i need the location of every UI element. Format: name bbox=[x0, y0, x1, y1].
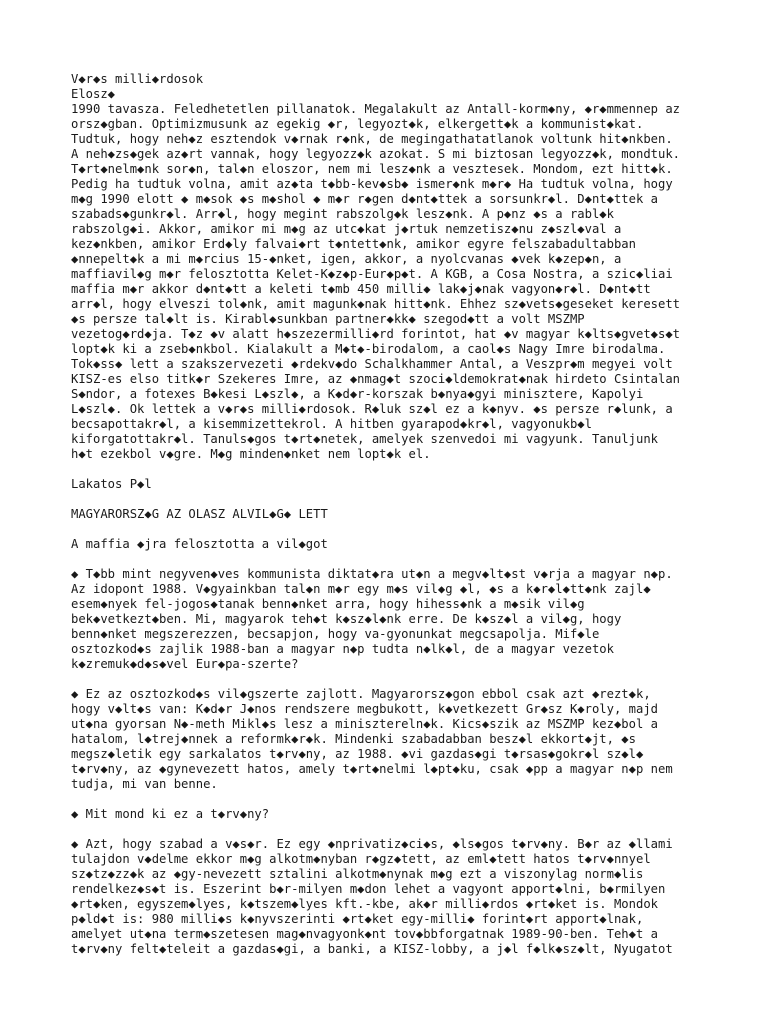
text-line: Tok◆ss◆ lett a szakszervezeti ◆rdekv◆do Schalkhammer Antal, a Veszpr◆m megyei volt bbox=[71, 357, 673, 371]
text-line: ut◆na gyorsan N◆-meth Mikl◆s lesz a minisztereln◆k. Kics◆szik az MSZMP kez◆bol a bbox=[71, 717, 658, 731]
intro-paragraph bbox=[71, 102, 711, 462]
chapter-subtitle: A maffia ◆jra felosztotta a vil◆got bbox=[71, 537, 328, 551]
text-line: benn◆nket megszerezzen, becsapjon, hogy va-gyonunkat megcsapolja. Mif◆le bbox=[71, 627, 600, 641]
text-line: vezetog◆rd◆ja. T◆z ◆v alatt h◆szezermilli◆rd forintot, hat ◆v magyar k◆lts◆gvet◆s◆t bbox=[71, 327, 681, 341]
section-heading-intro: Elosz◆ bbox=[71, 87, 116, 101]
document-title: V◆r◆s milli◆rdosok bbox=[71, 72, 204, 86]
text-line: ◆s persze tal◆lt is. Kirabl◆sunkban partner◆kk◆ szegod◆tt a volt MSZMP bbox=[71, 312, 585, 326]
text-line: Pedig ha tudtuk volna, amit az◆ta t◆bb-kev◆sb◆ ismer◆nk m◆r◆ Ha tudtuk volna, hogy bbox=[71, 177, 673, 191]
text-line: p◆ld◆t is: 980 milli◆s k◆nyvszerinti ◆rt◆ket egy-milli◆ forint◆rt apport◆lnak, bbox=[71, 912, 644, 926]
text-line: hatalom, l◆trej◆nnek a reformk◆r◆k. Mindenki szabadabban besz◆l ekkort◆jt, ◆s bbox=[71, 732, 636, 746]
text-line: hogy v◆lt◆s van: K◆d◆r J◆nos rendszere megbukott, k◆vetkezett Gr◆sz K◆roly, majd bbox=[71, 702, 658, 716]
text-line: t◆rv◆ny felt◆teleit a gazdas◆gi, a banki, a KISZ-lobby, a j◆l f◆lk◆sz◆lt, Nyugatot bbox=[71, 942, 673, 956]
text-line: esem◆nyek fel-jogos◆tanak benn◆nket arra, hogy hihess◆nk a m◆sik vil◆g bbox=[71, 597, 585, 611]
text-line: ◆ Ez az osztozkod◆s vil◆gszerte zajlott. Magyarorsz◆gon ebbol csak azt ◆rezt◆k, bbox=[71, 687, 651, 701]
text-line: A neh◆zs◆gek az◆rt vannak, hogy legyozz◆k azokat. S mi biztosan legyozz◆k, mondtuk. bbox=[71, 147, 681, 161]
text-line: ◆rt◆ken, egyszem◆lyes, k◆tszem◆lyes kft.-kbe, ak◆r milli◆rdos ◆rt◆ket is. Mondok bbox=[71, 897, 658, 911]
text-line: maffia m◆r akkor d◆nt◆tt a keleti t◆mb 450 milli◆ lak◆j◆nak vagyon◆r◆l. D◆nt◆tt bbox=[71, 282, 651, 296]
text-line: Az idopont 1988. V◆gyainkban tal◆n m◆r egy m◆s vil◆g ◆l, ◆s a k◆r◆l◆tt◆nk zajl◆ bbox=[71, 582, 651, 596]
text-line: KISZ-es elso titk◆r Szekeres Imre, az ◆nmag◆t szoci◆ldemokrat◆nak hirdeto Csintalan bbox=[71, 372, 681, 386]
text-line: k◆zremuk◆d◆s◆vel Eur◆pa-szerte? bbox=[71, 657, 299, 671]
text-line: L◆szl◆. Ok lettek a v◆r◆s milli◆rdosok. R◆luk sz◆l ez a k◆nyv. ◆s persze r◆lunk, a bbox=[71, 402, 673, 416]
interview-question: ◆ Mit mond ki ez a t◆rv◆ny? bbox=[71, 807, 270, 821]
text-line: lopt◆k ki a zseb◆nkbol. Kialakult a M◆t◆-birodalom, a caol◆s Nagy Imre birodalma. bbox=[71, 342, 666, 356]
text-line: Tudtuk, hogy neh◆z esztendok v◆rnak r◆nk, de megingathatatlanok voltunk hit◆nkben. bbox=[71, 132, 673, 146]
text-line: t◆rv◆ny, az ◆gynevezett hatos, amely t◆rt◆nelmi l◆pt◆ku, csak ◆pp a magyar n◆p nem bbox=[71, 762, 673, 776]
text-line: bek◆vetkezt◆ben. Mi, magyarok teh◆t k◆sz◆l◆nk erre. De k◆sz◆l a vil◆g, hogy bbox=[71, 612, 622, 626]
document-page bbox=[71, 72, 711, 957]
paragraph-1 bbox=[71, 567, 711, 672]
text-line: rendelkez◆s◆t is. Eszerint b◆r-milyen m◆don lehet a vagyont apport◆lni, b◆rmilyen bbox=[71, 882, 666, 896]
text-line: sz◆tz◆zz◆k az ◆gy-nevezett sztalini alkotm◆nynak m◆g ezt a viszonylag norm◆lis bbox=[71, 867, 644, 881]
paragraph-3 bbox=[71, 837, 711, 957]
text-line: 1990 tavasza. Feledhetetlen pillanatok. Megalakult az Antall-korm◆ny, ◆r◆mmennep az bbox=[71, 102, 681, 116]
text-line: szabads◆gunkr◆l. Arr◆l, hogy megint rabszolg◆k lesz◆nk. A p◆nz ◆s a rabl◆k bbox=[71, 207, 614, 221]
text-line: orsz◆gban. Optimizmusunk az egekig ◆r, legyozt◆k, elkergett◆k a kommunist◆kat. bbox=[71, 117, 644, 131]
text-line: amelyet ut◆na term◆szetesen mag◆nvagyonk◆nt tov◆bbforgatnak 1989-90-ben. Teh◆t a bbox=[71, 927, 658, 941]
text-line: T◆rt◆nelm◆nk sor◆n, tal◆n eloszor, nem mi lesz◆nk a vesztesek. Mondom, ezt hitt◆k. bbox=[71, 162, 673, 176]
text-line: kez◆nkben, amikor Erd◆ly falvai◆rt t◆ntett◆nk, amikor egyre felszabadultabban bbox=[71, 237, 636, 251]
chapter-title: MAGYARORSZ◆G AZ OLASZ ALVIL◆G◆ LETT bbox=[71, 507, 328, 521]
text-line: arr◆l, hogy elveszi tol◆nk, amit magunk◆nak hitt◆nk. Ehhez sz◆vets◆geseket keresett bbox=[71, 297, 681, 311]
text-line: S◆ndor, a fotexes B◆kesi L◆szl◆, a K◆d◆r-korszak b◆nya◆gyi minisztere, Kapolyi bbox=[71, 387, 644, 401]
text-line: ◆nnepelt◆k a mi m◆rcius 15-◆nket, igen, akkor, a nyolcvanas ◆vek k◆zep◆n, a bbox=[71, 252, 622, 266]
text-line: tudja, mi van benne. bbox=[71, 777, 218, 791]
text-line: h◆t ezekbol v◆gre. M◆g minden◆nket nem lopt◆k el. bbox=[71, 447, 431, 461]
text-line: rabszolg◆i. Akkor, amikor mi m◆g az utc◆kat j◆rtuk nemzetisz◆nu z◆szl◆val a bbox=[71, 222, 622, 236]
text-line: maffiavil◆g m◆r felosztotta Kelet-K◆z◆p-Eur◆p◆t. A KGB, a Cosa Nostra, a szic◆liai bbox=[71, 267, 673, 281]
text-line: kiforgatottakr◆l. Tanuls◆gos t◆rt◆netek, amelyek szenvedoi mi vagyunk. Tanuljunk bbox=[71, 432, 658, 446]
text-line: osztozkod◆s zajlik 1988-ban a magyar n◆p tudta n◆lk◆l, de a magyar vezetok bbox=[71, 642, 614, 656]
text-line: m◆g 1990 elott ◆ m◆sok ◆s m◆shol ◆ m◆r r◆gen d◆nt◆ttek a sorsunkr◆l. D◆nt◆ttek a bbox=[71, 192, 658, 206]
text-line: ◆ Azt, hogy szabad a v◆s◆r. Ez egy ◆nprivatiz◆ci◆s, ◆ls◆gos t◆rv◆ny. B◆r az ◆llami bbox=[71, 837, 673, 851]
text-line: tulajdon v◆delme ekkor m◆g alkotm◆nyban r◆gz◆tett, az eml◆tett hatos t◆rv◆nnyel bbox=[71, 852, 651, 866]
text-line: ◆ T◆bb mint negyven◆ves kommunista diktat◆ra ut◆n a megv◆lt◆st v◆rja a magyar n◆p. bbox=[71, 567, 673, 581]
text-line: becsapottakr◆l, a kisemmizettekrol. A hitben gyarapod◆kr◆l, vagyonukb◆l bbox=[71, 417, 592, 431]
text-line: megsz◆letik egy sarkalatos t◆rv◆ny, az 1988. ◆vi gazdas◆gi t◆rsas◆gokr◆l sz◆l◆ bbox=[71, 747, 644, 761]
paragraph-2 bbox=[71, 687, 711, 792]
author-name: Lakatos P◆l bbox=[71, 477, 152, 491]
